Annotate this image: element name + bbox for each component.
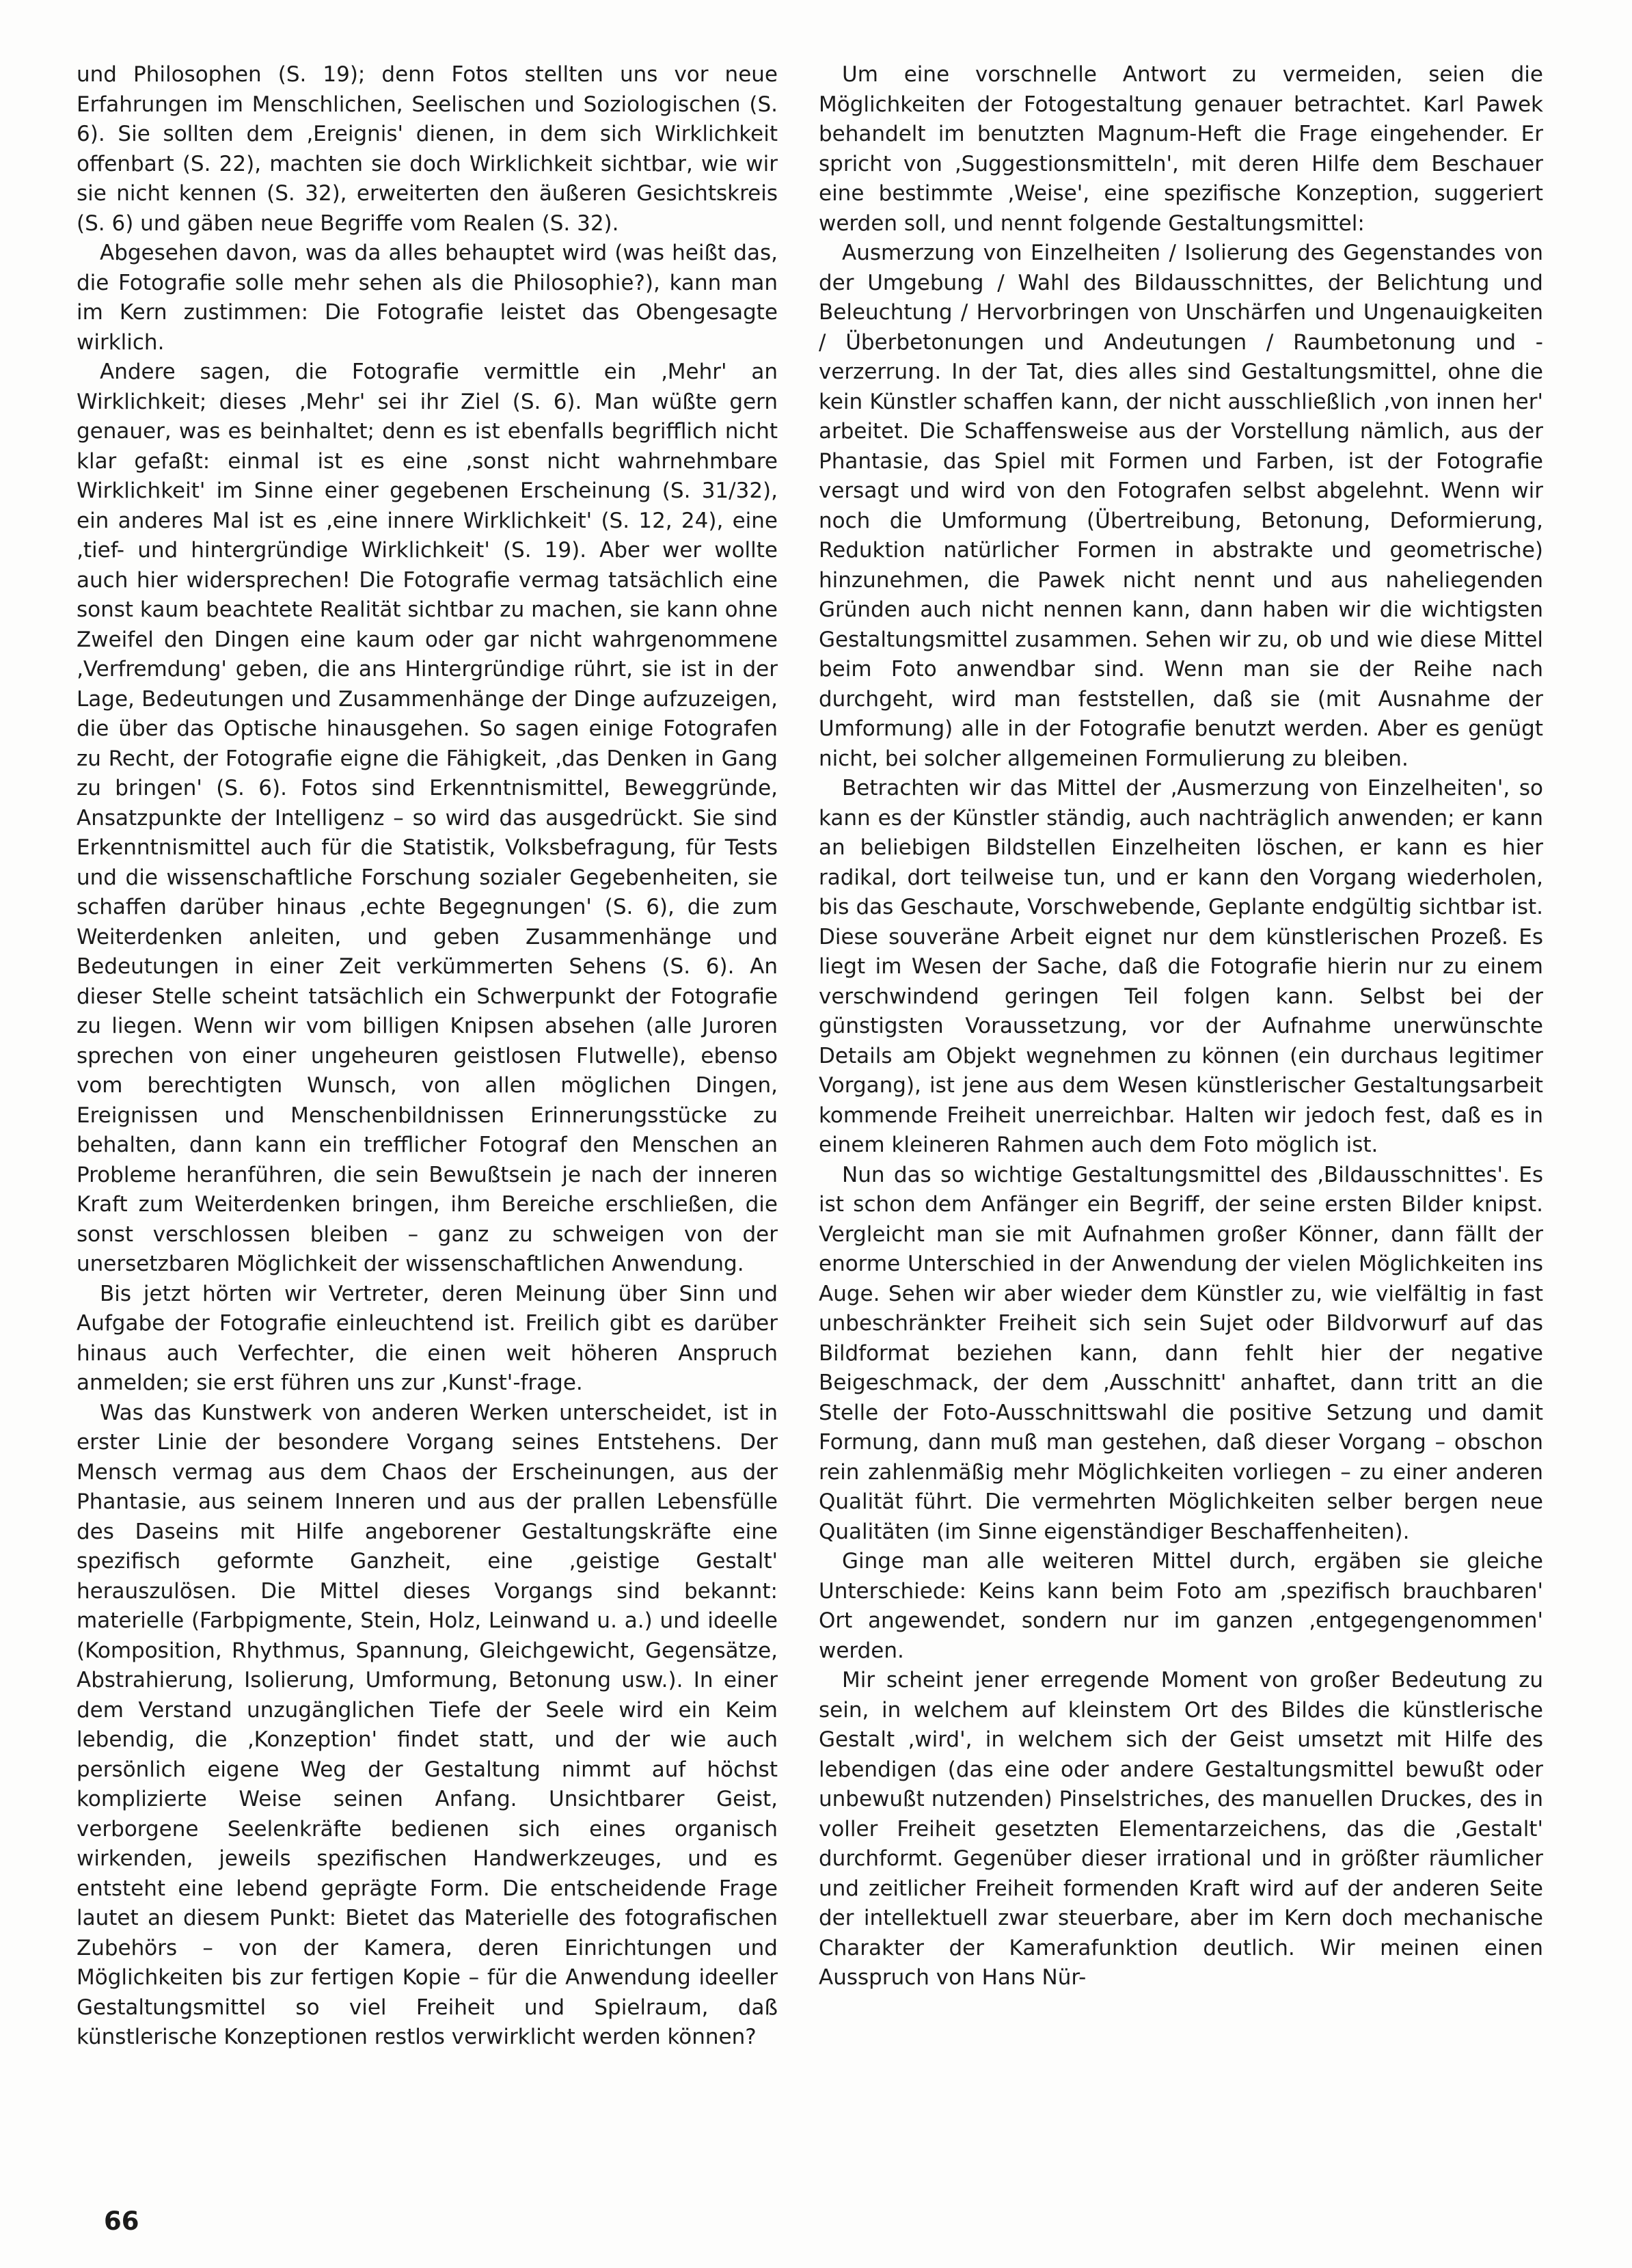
paragraph: Was das Kunstwerk von anderen Werken unterscheidet, ist in erster Linie der besondere Vorgang seines Entstehens. Der Mensch vermag aus dem Chaos der Erscheinungen, aus der Phantasie, aus seinem Inneren und aus der prallen Lebensfülle des Daseins mit Hilfe angeborener Gestaltungskräfte eine spezifisch geformte Ganzheit, eine ‚geistige Gestalt' herauszulösen. Die Mittel dieses Vorgangs sind bekannt: materielle (Farbpigmente, Stein, Holz, Leinwand u. a.) und ideelle (Komposition, Rhythmus, Spannung, Gleichgewicht, Gegensätze, Abstrahierung, Isolierung, Umformung, Betonung usw.). In einer dem Verstand unzugänglichen Tiefe der Seele wird ein Keim lebendig, die ‚Konzeption' findet statt, und der wie auch persönlich eigene Weg der Gestaltung nimmt auf höchst komplizierte Weise seinen Anfang. Unsichtbarer Geist, verborgene Seelenkräfte bedienen sich eines organisch wirkenden, jeweils spezifischen Handwerkzeuges, und es entsteht eine lebend geprägte Form. Die entscheidende Frage lautet an diesem Punkt: Bietet das Materielle des fotografischen Zubehörs – von der Kamera, deren Einrichtungen und Möglichkeiten bis zur fertigen Kopie – für die Anwendung ideeller Gestaltungsmittel so viel Freiheit und Spielraum, daß künstlerische Konzeptionen restlos verwirklicht werden können?: [77, 1400, 778, 2049]
paragraph: Andere sagen, die Fotografie vermittle ein ‚Mehr' an Wirklichkeit; dieses ‚Mehr' sei ihr Ziel (S. 6). Man wüßte gern genauer, was es beinhaltet; denn es ist ebenfalls begrifflich nicht klar gefaßt: einmal ist es eine ‚sonst nicht wahrnehmbare Wirklichkeit' im Sinne einer gegebenen Erscheinung (S. 31/32), ein anderes Mal ist es ‚eine innere Wirklichkeit' (S. 12, 24), eine ‚tief- und hintergründige Wirklichkeit' (S. 19). Aber wer wollte auch hier widersprechen! Die Fotografie vermag tatsächlich eine sonst kaum beachtete Realität sichtbar zu machen, sie kann ohne Zweifel den Dingen eine kaum oder gar nicht wahrgenommene ‚Verfremdung' geben, die ans Hintergründige rührt, sie ist in der Lage, Bedeutungen und Zusammenhänge der Dinge aufzuzeigen, die über das Optische hinausgehen. So sagen einige Fotografen zu Recht, der Fotografie eigne die Fähigkeit, ‚das Denken in Gang zu bringen' (S. 6). Fotos sind Erkenntnismittel, Beweggründe, Ansatzpunkte der Intelligenz – so wird das ausgedrückt. Sie sind Erkenntnismittel auch für die Statistik, Volksbefragung, für Tests und die wissenschaftliche Forschung sozialer Gegebenheiten, sie schaffen darüber hinaus ‚echte Begegnungen' (S. 6), die zum Weiterdenken anleiten, und geben Zusammenhänge und Bedeutungen in einer Zeit verkümmerten Sehens (S. 6). An dieser Stelle scheint tatsächlich ein Schwerpunkt der Fotografie zu liegen. Wenn wir vom billigen Knipsen absehen (alle Juroren sprechen von einer ungeheuren geistlosen Flutwelle), ebenso vom berechtigten Wunsch, von allen möglichen Dingen, Ereignissen und Menschenbildnissen Erinnerungsstücke zu behalten, dann kann ein trefflicher Fotograf den Menschen an Probleme heranführen, die sein Bewußtsein je nach der inneren Kraft zum Weiterdenken bringen, ihm Bereiche erschließen, die sonst verschlossen bleiben – ganz zu schweigen von der unersetzbaren Möglichkeit der wissenschaftlichen Anwendung.: [77, 360, 778, 1276]
left-column: [77, 60, 778, 2053]
paragraph: Nun das so wichtige Gestaltungsmittel des ‚Bildausschnittes'. Es ist schon dem Anfänger ein Begriff, der seine ersten Bilder knipst. Vergleicht man sie mit Aufnahmen großer Könner, dann fällt der enorme Unterschied in der Anwendung der vielen Möglichkeiten ins Auge. Sehen wir aber wieder dem Künstler zu, wie vielfältig in fast unbeschränkter Freiheit sich sein Sujet oder Bildvorwurf auf das Bildformat beziehen kann, dann fehlt hier der negative Beigeschmack, der dem ‚Ausschnitt' anhaftet, dann tritt an die Stelle der Foto-Ausschnittswahl die positive Setzung und damit Formung, dann muß man gestehen, daß dieser Vorgang – obschon rein zahlenmäßig mehr Möglichkeiten vorliegen – zu einer anderen Qualität führt. Die vermehrten Möglichkeiten selber bergen neue Qualitäten (im Sinne eigenständiger Beschaffenheiten).: [819, 1162, 1543, 1544]
paragraph: Betrachten wir das Mittel der ‚Ausmerzung von Einzelheiten', so kann es der Künstler ständig, auch nachträglich anwenden; er kann an beliebigen Bildstellen Einzelheiten löschen, er kann es hier radikal, dort teilweise tun, und er kann den Vorgang wiederholen, bis das Geschaute, Vorschwebende, Geplante endgültig sichtbar ist. Diese souveräne Arbeit eignet nur dem künstlerischen Prozeß. Es liegt im Wesen der Sache, daß die Fotografie hierin nur zu einem verschwindend geringen Teil folgen kann. Selbst bei der günstigsten Voraussetzung, vor der Aufnahme unerwünschte Details am Objekt wegnehmen zu können (ein durchaus legitimer Vorgang), ist jene aus dem Wesen künstlerischer Gestaltungsarbeit kommende Freiheit unerreichbar. Halten wir jedoch fest, daß es in einem kleineren Rahmen auch dem Foto möglich ist.: [819, 776, 1543, 1157]
paragraph: Bis jetzt hörten wir Vertreter, deren Meinung über Sinn und Aufgabe der Fotografie einleuchtend ist. Freilich gibt es darüber hinaus auch Verfechter, die einen weit höheren Anspruch anmelden; sie erst führen uns zur ‚Kunst'-frage.: [77, 1281, 778, 1395]
paragraph: Ginge man alle weiteren Mittel durch, ergäben sie gleiche Unterschiede: Keins kann beim Foto am ‚spezifisch brauchbaren' Ort angewendet, sondern nur im ganzen ‚entgegengenommen' werden.: [819, 1549, 1543, 1663]
paragraph: und Philosophen (S. 19); denn Fotos stellten uns vor neue Erfahrungen im Menschlichen, Seelischen und Soziologischen (S. 6). Sie sollten dem ‚Ereignis' dienen, in dem sich Wirklichkeit offenbart (S. 22), machten sie doch Wirklichkeit sichtbar, wie wir sie nicht kennen (S. 32), erweiterten den äußeren Gesichtskreis (S. 6) und gäben neue Begriffe vom Realen (S. 32).: [77, 62, 778, 236]
paragraph: Abgesehen davon, was da alles behauptet wird (was heißt das, die Fotografie solle mehr sehen als die Philosophie?), kann man im Kern zustimmen: Die Fotografie leistet das Obengesagte wirklich.: [77, 241, 778, 355]
paragraph: Mir scheint jener erregende Moment von großer Bedeutung zu sein, in welchem auf kleinstem Ort des Bildes die künstlerische Gestalt ‚wird', in welchem sich der Geist umsetzt mit Hilfe des lebendigen (das eine oder andere Gestaltungsmittel bewußt oder unbewußt nutzenden) Pinselstriches, des manuellen Druckes, des in voller Freiheit gesetzten Elementarzeichens, das die ‚Gestalt' durchformt. Gegenüber dieser irrational und in größter räumlicher und zeitlicher Freiheit formenden Kraft wird auf der anderen Seite der intellektuell zwar steuerbare, aber im Kern doch mechanische Charakter der Kamerafunktion deutlich. Wir meinen einen Ausspruch von Hans Nür-: [819, 1668, 1543, 1990]
right-column: [819, 60, 1543, 1993]
page-number: 66: [104, 2206, 139, 2236]
paragraph: Ausmerzung von Einzelheiten / Isolierung des Gegenstandes von der Umgebung / Wahl des Bildausschnittes, der Belichtung und Beleuchtung / Hervorbringen von Unschärfen und Ungenauigkeiten / Überbetonungen und Andeutungen / Raumbetonung und -verzerrung. In der Tat, dies alles sind Gestaltungsmittel, ohne die kein Künstler schaffen kann, der nicht ausschließlich ‚von innen her' arbeitet. Die Schaffensweise aus der Vorstellung nämlich, aus der Phantasie, das Spiel mit Formen und Farben, ist der Fotografie versagt und wird von den Fotografen selbst abgelehnt. Wenn wir noch die Umformung (Übertreibung, Betonung, Deformierung, Reduktion natürlicher Formen in abstrakte und geometrische) hinzunehmen, die Pawek nicht nennt und aus naheliegenden Gründen auch nicht nennen kann, dann haben wir die wichtigsten Gestaltungsmittel zusammen. Sehen wir zu, ob und wie diese Mittel beim Foto anwendbar sind. Wenn man sie der Reihe nach durchgeht, wird man feststellen, daß sie (mit Ausnahme der Umformung) alle in der Fotografie benutzt werden. Aber es genügt nicht, bei solcher allgemeinen Formulierung zu bleiben.: [819, 241, 1543, 771]
paragraph: Um eine vorschnelle Antwort zu vermeiden, seien die Möglichkeiten der Fotogestaltung genauer betrachtet. Karl Pawek behandelt im benutzten Magnum-Heft die Frage eingehender. Er spricht von ‚Suggestionsmitteln', mit deren Hilfe dem Beschauer eine bestimmte ‚Weise', eine spezifische Konzeption, suggeriert werden soll, und nennt folgende Gestaltungsmittel:: [819, 62, 1543, 236]
